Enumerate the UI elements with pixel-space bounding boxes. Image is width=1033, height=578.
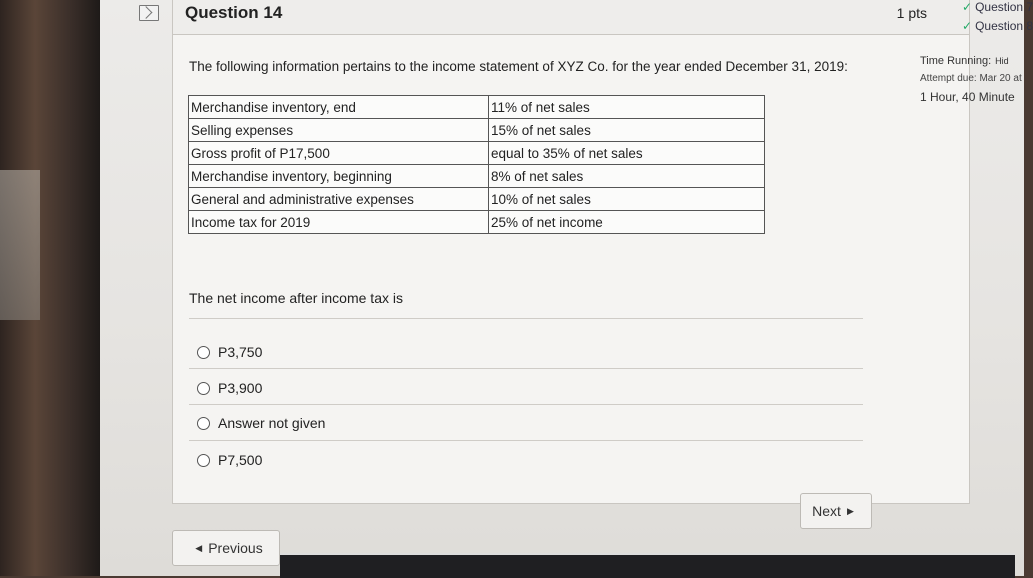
table-row	[189, 188, 765, 211]
caret-left-icon: ◀	[195, 542, 203, 553]
radio-icon[interactable]	[197, 346, 210, 359]
answer-option-4[interactable]	[197, 452, 262, 468]
quiz-sidebar	[920, 0, 1033, 200]
divider	[189, 318, 863, 319]
table-cell: Merchandise inventory, end	[189, 96, 489, 119]
table-cell: Merchandise inventory, beginning	[189, 165, 489, 188]
table-cell: Selling expenses	[189, 119, 489, 142]
attempt-due: Attempt due: Mar 20 at	[920, 73, 1022, 84]
table-row	[189, 165, 765, 188]
check-icon: ✓	[962, 0, 973, 14]
time-running	[920, 55, 1009, 67]
answer-label: P3,900	[218, 380, 263, 396]
table-cell: 10% of net sales	[489, 188, 765, 211]
table-cell: General and administrative expenses	[189, 188, 489, 211]
sidebar-question-label: Question 8	[975, 19, 1033, 33]
sidebar-question-7[interactable]	[962, 0, 1033, 14]
table-cell: Income tax for 2019	[189, 211, 489, 234]
divider	[189, 368, 863, 369]
table-row	[189, 96, 765, 119]
table-cell: 25% of net income	[489, 211, 765, 234]
check-icon: ✓	[962, 19, 973, 33]
info-table	[188, 95, 765, 234]
table-cell: equal to 35% of net sales	[489, 142, 765, 165]
divider	[189, 440, 863, 441]
answer-option-3[interactable]	[197, 415, 325, 431]
question-prompt: The following information pertains to the income statement of XYZ Co. for the year ended December 31, 2019:	[189, 59, 848, 74]
screen	[100, 0, 1033, 576]
bottom-bar	[280, 553, 1015, 578]
time-running-label: Time Running:	[920, 55, 992, 67]
next-label: Next	[812, 503, 841, 519]
table-row	[189, 142, 765, 165]
table-cell: 8% of net sales	[489, 165, 765, 188]
next-button[interactable]	[800, 493, 872, 529]
previous-label: Previous	[208, 540, 263, 556]
sidebar-question-8[interactable]	[962, 19, 1033, 33]
radio-icon[interactable]	[197, 382, 210, 395]
caret-right-icon: ▶	[846, 505, 854, 516]
question-stem: The net income after income tax is	[189, 290, 403, 306]
answer-label: Answer not given	[218, 415, 326, 431]
table-cell: 11% of net sales	[489, 96, 765, 119]
flag-icon[interactable]	[139, 5, 159, 21]
time-remaining: 1 Hour, 40 Minute	[920, 90, 1015, 104]
table-row	[189, 211, 765, 234]
table-cell: Gross profit of P17,500	[189, 142, 489, 165]
answer-label: P7,500	[218, 452, 263, 468]
hide-timer-link[interactable]: Hid	[995, 56, 1009, 66]
sidebar-question-label: Question 7	[975, 0, 1033, 14]
radio-icon[interactable]	[197, 417, 210, 430]
question-title: Question 14	[185, 3, 283, 22]
question-header	[173, 0, 969, 35]
question-points: 1 pts	[896, 5, 927, 21]
background-strip	[0, 170, 40, 320]
previous-button[interactable]	[172, 530, 280, 566]
divider	[189, 404, 863, 405]
answer-option-1[interactable]	[197, 344, 262, 360]
answer-label: P3,750	[218, 344, 263, 360]
answer-option-2[interactable]	[197, 380, 262, 396]
radio-icon[interactable]	[197, 454, 210, 467]
table-cell: 15% of net sales	[489, 119, 765, 142]
table-row	[189, 119, 765, 142]
